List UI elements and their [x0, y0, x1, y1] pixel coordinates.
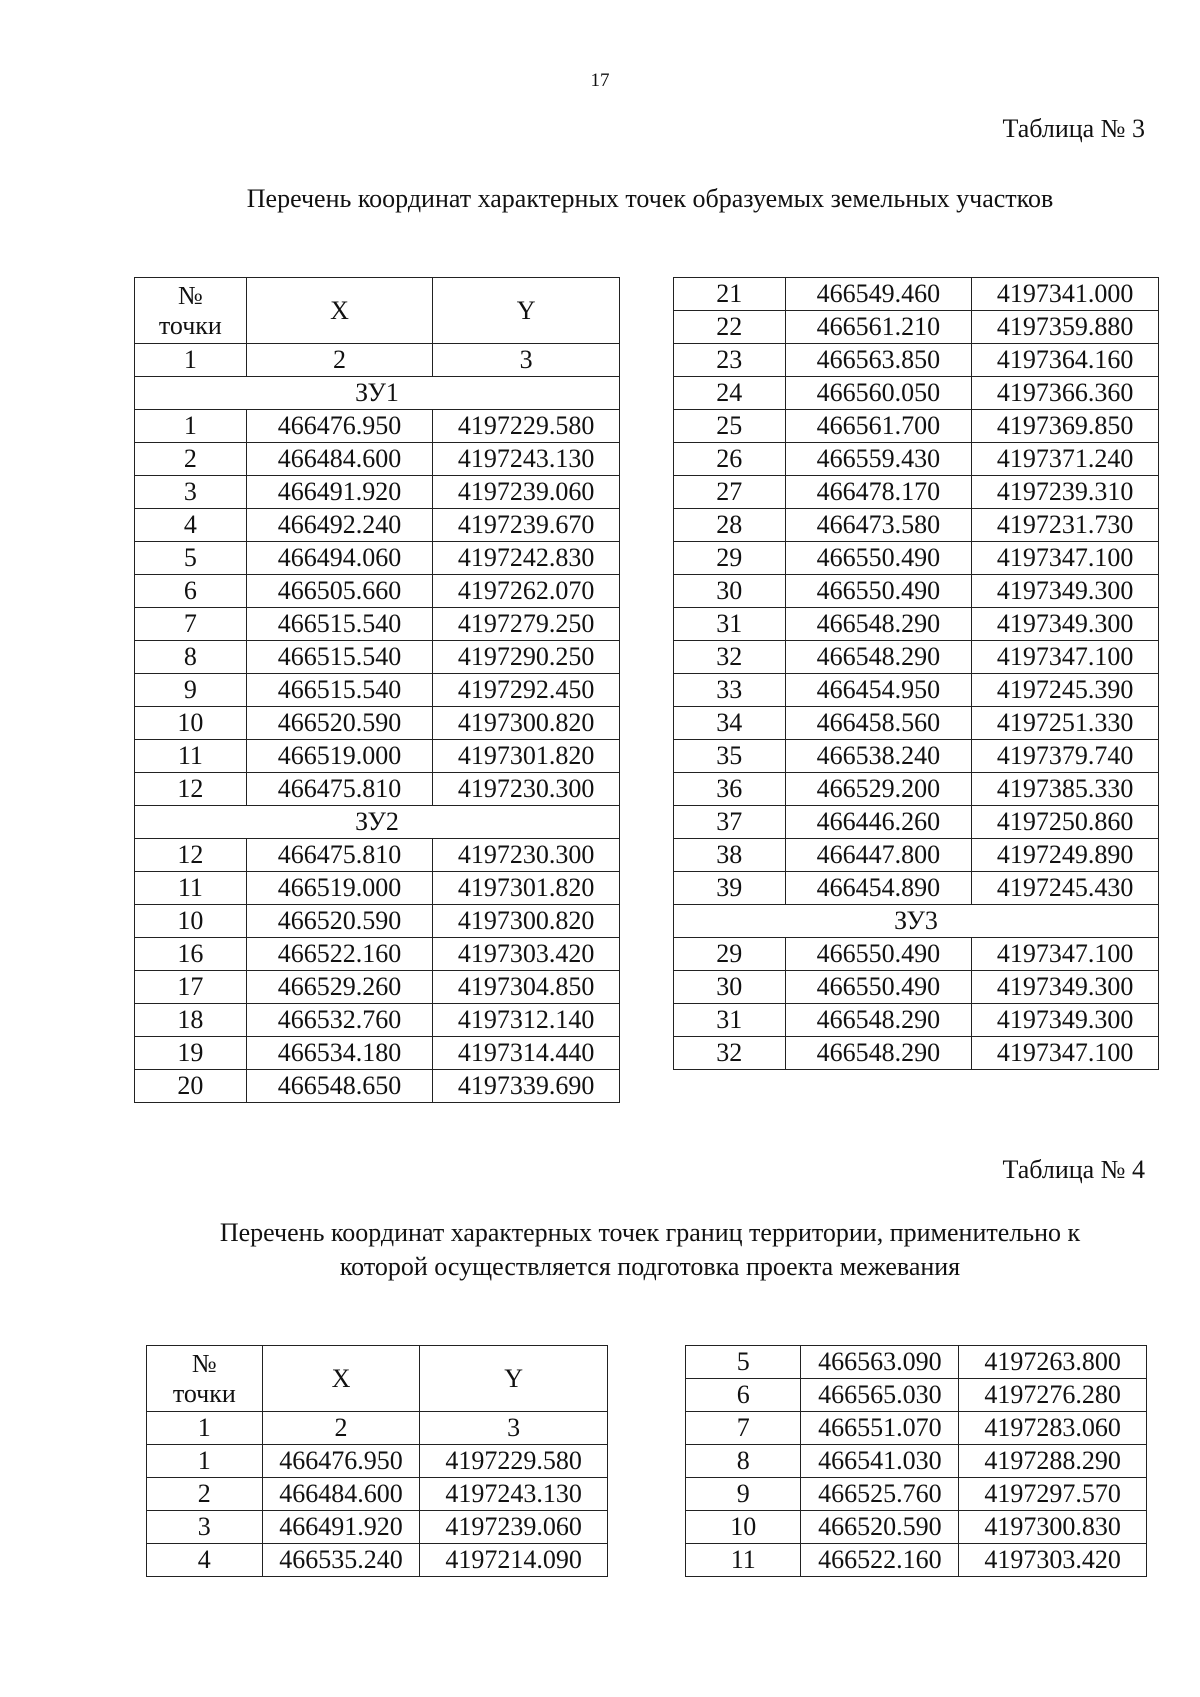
table-row	[135, 608, 620, 641]
x-coordinate: 466550.490	[785, 938, 972, 971]
table-row	[135, 707, 620, 740]
table-4-left	[146, 1345, 608, 1577]
point-number: 6	[686, 1379, 801, 1412]
table-row	[135, 1070, 620, 1103]
y-coordinate: 4197239.060	[420, 1511, 608, 1544]
table-row	[674, 311, 1159, 344]
table-row	[147, 1544, 608, 1577]
point-number: 36	[674, 773, 786, 806]
x-coordinate: 466548.290	[785, 641, 972, 674]
point-number: 29	[674, 938, 786, 971]
table-row	[674, 740, 1159, 773]
y-coordinate: 4197283.060	[959, 1412, 1147, 1445]
point-number: 9	[135, 674, 247, 707]
y-coordinate: 4197347.100	[972, 542, 1159, 575]
table-row	[147, 1511, 608, 1544]
column-numbers-row	[147, 1412, 608, 1445]
header-x: X	[262, 1346, 420, 1412]
point-number: 1	[147, 1445, 263, 1478]
x-coordinate: 466515.540	[246, 608, 433, 641]
y-coordinate: 4197239.310	[972, 476, 1159, 509]
y-coordinate: 4197263.800	[959, 1346, 1147, 1379]
x-coordinate: 466476.950	[262, 1445, 420, 1478]
x-coordinate: 466538.240	[785, 740, 972, 773]
x-coordinate: 466491.920	[262, 1511, 420, 1544]
y-coordinate: 4197214.090	[420, 1544, 608, 1577]
y-coordinate: 4197245.430	[972, 872, 1159, 905]
point-number: 10	[135, 707, 247, 740]
x-coordinate: 466446.260	[785, 806, 972, 839]
table-row	[674, 575, 1159, 608]
table-row	[147, 1478, 608, 1511]
y-coordinate: 4197276.280	[959, 1379, 1147, 1412]
y-coordinate: 4197279.250	[433, 608, 620, 641]
header-y: Y	[420, 1346, 608, 1412]
table-row	[147, 1445, 608, 1478]
x-coordinate: 466525.760	[801, 1478, 959, 1511]
point-number: 7	[686, 1412, 801, 1445]
point-number: 28	[674, 509, 786, 542]
point-number: 17	[135, 971, 247, 1004]
y-coordinate: 4197364.160	[972, 344, 1159, 377]
header-x: X	[246, 278, 433, 344]
x-coordinate: 466534.180	[246, 1037, 433, 1070]
table-row	[686, 1511, 1147, 1544]
y-coordinate: 4197349.300	[972, 575, 1159, 608]
table-row	[135, 938, 620, 971]
x-coordinate: 466515.540	[246, 674, 433, 707]
x-coordinate: 466447.800	[785, 839, 972, 872]
column-number: 3	[433, 344, 620, 377]
table-row	[674, 377, 1159, 410]
point-number: 31	[674, 608, 786, 641]
column-number: 2	[246, 344, 433, 377]
x-coordinate: 466550.490	[785, 575, 972, 608]
y-coordinate: 4197245.390	[972, 674, 1159, 707]
table-row	[674, 971, 1159, 1004]
point-number: 10	[135, 905, 247, 938]
table-3-label: Таблица № 3	[1002, 114, 1145, 143]
x-coordinate: 466559.430	[785, 443, 972, 476]
point-number: 4	[135, 509, 247, 542]
x-coordinate: 466560.050	[785, 377, 972, 410]
table-3-left	[134, 277, 620, 1103]
y-coordinate: 4197300.820	[433, 905, 620, 938]
y-coordinate: 4197230.300	[433, 839, 620, 872]
x-coordinate: 466529.260	[246, 971, 433, 1004]
table-row	[135, 575, 620, 608]
x-coordinate: 466475.810	[246, 839, 433, 872]
point-number: 33	[674, 674, 786, 707]
table-row	[135, 476, 620, 509]
x-coordinate: 466520.590	[246, 707, 433, 740]
point-number: 21	[674, 278, 786, 311]
table-4-label: Таблица № 4	[1002, 1155, 1145, 1184]
y-coordinate: 4197242.830	[433, 542, 620, 575]
point-number: 37	[674, 806, 786, 839]
point-number: 8	[135, 641, 247, 674]
column-number: 3	[420, 1412, 608, 1445]
table-4-heading-line-1: Перечень координат характерных точек границ территории, применительно к	[219, 1218, 1081, 1247]
y-coordinate: 4197300.820	[433, 707, 620, 740]
x-coordinate: 466561.210	[785, 311, 972, 344]
point-number: 5	[686, 1346, 801, 1379]
point-number: 9	[686, 1478, 801, 1511]
point-number: 39	[674, 872, 786, 905]
x-coordinate: 466494.060	[246, 542, 433, 575]
y-coordinate: 4197347.100	[972, 1037, 1159, 1070]
x-coordinate: 466505.660	[246, 575, 433, 608]
y-coordinate: 4197262.070	[433, 575, 620, 608]
header-row	[135, 278, 620, 344]
x-coordinate: 466548.290	[785, 1004, 972, 1037]
column-numbers-row	[135, 344, 620, 377]
table-row	[674, 278, 1159, 311]
y-coordinate: 4197359.880	[972, 311, 1159, 344]
x-coordinate: 466565.030	[801, 1379, 959, 1412]
point-number: 2	[147, 1478, 263, 1511]
x-coordinate: 466522.160	[246, 938, 433, 971]
table-row	[135, 509, 620, 542]
y-coordinate: 4197292.450	[433, 674, 620, 707]
column-number: 2	[262, 1412, 420, 1445]
y-coordinate: 4197312.140	[433, 1004, 620, 1037]
header-y: Y	[433, 278, 620, 344]
x-coordinate: 466484.600	[246, 443, 433, 476]
table-row	[674, 509, 1159, 542]
y-coordinate: 4197301.820	[433, 872, 620, 905]
y-coordinate: 4197300.830	[959, 1511, 1147, 1544]
column-number: 1	[147, 1412, 263, 1445]
header-point-number: № точки	[147, 1346, 263, 1412]
y-coordinate: 4197229.580	[420, 1445, 608, 1478]
point-number: 3	[135, 476, 247, 509]
x-coordinate: 466475.810	[246, 773, 433, 806]
y-coordinate: 4197249.890	[972, 839, 1159, 872]
y-coordinate: 4197229.580	[433, 410, 620, 443]
x-coordinate: 466561.700	[785, 410, 972, 443]
table-row	[674, 872, 1159, 905]
point-number: 7	[135, 608, 247, 641]
point-number: 34	[674, 707, 786, 740]
x-coordinate: 466492.240	[246, 509, 433, 542]
y-coordinate: 4197379.740	[972, 740, 1159, 773]
section-row	[674, 905, 1159, 938]
x-coordinate: 466535.240	[262, 1544, 420, 1577]
point-number: 3	[147, 1511, 263, 1544]
point-number: 10	[686, 1511, 801, 1544]
x-coordinate: 466491.920	[246, 476, 433, 509]
table-row	[135, 740, 620, 773]
point-number: 30	[674, 575, 786, 608]
table-row	[686, 1346, 1147, 1379]
table-row	[674, 344, 1159, 377]
table-row	[686, 1478, 1147, 1511]
section-row	[135, 806, 620, 839]
x-coordinate: 466550.490	[785, 542, 972, 575]
point-number: 32	[674, 641, 786, 674]
y-coordinate: 4197250.860	[972, 806, 1159, 839]
table-row	[686, 1445, 1147, 1478]
x-coordinate: 466563.090	[801, 1346, 959, 1379]
section-label: ЗУ1	[135, 377, 620, 410]
point-number: 24	[674, 377, 786, 410]
table-row	[135, 872, 620, 905]
point-number: 19	[135, 1037, 247, 1070]
point-number: 30	[674, 971, 786, 1004]
table-row	[674, 608, 1159, 641]
y-coordinate: 4197349.300	[972, 608, 1159, 641]
table-row	[135, 1004, 620, 1037]
point-number: 11	[686, 1544, 801, 1577]
y-coordinate: 4197369.850	[972, 410, 1159, 443]
table-row	[674, 641, 1159, 674]
section-label: ЗУ2	[135, 806, 620, 839]
y-coordinate: 4197251.330	[972, 707, 1159, 740]
point-number: 32	[674, 1037, 786, 1070]
point-number: 6	[135, 575, 247, 608]
table-3-heading: Перечень координат характерных точек образуемых земельных участков	[246, 184, 1054, 213]
x-coordinate: 466454.890	[785, 872, 972, 905]
table-row	[674, 542, 1159, 575]
x-coordinate: 466519.000	[246, 872, 433, 905]
table-3-right	[673, 277, 1159, 1070]
point-number: 2	[135, 443, 247, 476]
y-coordinate: 4197297.570	[959, 1478, 1147, 1511]
point-number: 12	[135, 773, 247, 806]
x-coordinate: 466515.540	[246, 641, 433, 674]
table-row	[135, 971, 620, 1004]
x-coordinate: 466548.650	[246, 1070, 433, 1103]
y-coordinate: 4197290.250	[433, 641, 620, 674]
point-number: 38	[674, 839, 786, 872]
x-coordinate: 466454.950	[785, 674, 972, 707]
y-coordinate: 4197301.820	[433, 740, 620, 773]
y-coordinate: 4197314.440	[433, 1037, 620, 1070]
table-row	[674, 1004, 1159, 1037]
y-coordinate: 4197288.290	[959, 1445, 1147, 1478]
x-coordinate: 466548.290	[785, 608, 972, 641]
point-number: 4	[147, 1544, 263, 1577]
table-row	[686, 1412, 1147, 1445]
table-row	[135, 674, 620, 707]
table-row	[135, 773, 620, 806]
x-coordinate: 466520.590	[801, 1511, 959, 1544]
point-number: 20	[135, 1070, 247, 1103]
x-coordinate: 466548.290	[785, 1037, 972, 1070]
point-number: 31	[674, 1004, 786, 1037]
x-coordinate: 466484.600	[262, 1478, 420, 1511]
x-coordinate: 466476.950	[246, 410, 433, 443]
page-number: 17	[590, 70, 610, 91]
table-row	[135, 905, 620, 938]
table-row	[135, 1037, 620, 1070]
point-number: 35	[674, 740, 786, 773]
y-coordinate: 4197341.000	[972, 278, 1159, 311]
header-row	[147, 1346, 608, 1412]
table-row	[135, 542, 620, 575]
y-coordinate: 4197347.100	[972, 938, 1159, 971]
table-row	[135, 641, 620, 674]
table-row	[674, 806, 1159, 839]
point-number: 16	[135, 938, 247, 971]
y-coordinate: 4197239.670	[433, 509, 620, 542]
y-coordinate: 4197339.690	[433, 1070, 620, 1103]
table-row	[674, 839, 1159, 872]
table-row	[674, 674, 1159, 707]
y-coordinate: 4197366.360	[972, 377, 1159, 410]
y-coordinate: 4197304.850	[433, 971, 620, 1004]
y-coordinate: 4197371.240	[972, 443, 1159, 476]
table-4-right	[685, 1345, 1147, 1577]
point-number: 23	[674, 344, 786, 377]
y-coordinate: 4197303.420	[959, 1544, 1147, 1577]
x-coordinate: 466550.490	[785, 971, 972, 1004]
table-row	[674, 443, 1159, 476]
x-coordinate: 466519.000	[246, 740, 433, 773]
y-coordinate: 4197349.300	[972, 1004, 1159, 1037]
point-number: 11	[135, 872, 247, 905]
table-row	[674, 707, 1159, 740]
point-number: 27	[674, 476, 786, 509]
point-number: 26	[674, 443, 786, 476]
x-coordinate: 466532.760	[246, 1004, 433, 1037]
table-4-heading-line-2: которой осуществляется подготовка проекта межевания	[339, 1252, 961, 1281]
x-coordinate: 466473.580	[785, 509, 972, 542]
x-coordinate: 466458.560	[785, 707, 972, 740]
y-coordinate: 4197303.420	[433, 938, 620, 971]
y-coordinate: 4197230.300	[433, 773, 620, 806]
y-coordinate: 4197349.300	[972, 971, 1159, 1004]
table-4-heading	[60, 1216, 1200, 1284]
table-row	[135, 443, 620, 476]
x-coordinate: 466520.590	[246, 905, 433, 938]
y-coordinate: 4197231.730	[972, 509, 1159, 542]
point-number: 22	[674, 311, 786, 344]
x-coordinate: 466563.850	[785, 344, 972, 377]
y-coordinate: 4197385.330	[972, 773, 1159, 806]
point-number: 25	[674, 410, 786, 443]
table-row	[674, 938, 1159, 971]
point-number: 1	[135, 410, 247, 443]
y-coordinate: 4197243.130	[433, 443, 620, 476]
table-row	[674, 1037, 1159, 1070]
x-coordinate: 466529.200	[785, 773, 972, 806]
table-row	[686, 1379, 1147, 1412]
table-row	[686, 1544, 1147, 1577]
x-coordinate: 466549.460	[785, 278, 972, 311]
point-number: 5	[135, 542, 247, 575]
table-row	[674, 476, 1159, 509]
table-row	[674, 773, 1159, 806]
y-coordinate: 4197347.100	[972, 641, 1159, 674]
header-point-number: № точки	[135, 278, 247, 344]
point-number: 29	[674, 542, 786, 575]
x-coordinate: 466522.160	[801, 1544, 959, 1577]
y-coordinate: 4197243.130	[420, 1478, 608, 1511]
point-number: 18	[135, 1004, 247, 1037]
section-row	[135, 377, 620, 410]
table-row	[135, 839, 620, 872]
column-number: 1	[135, 344, 247, 377]
x-coordinate: 466541.030	[801, 1445, 959, 1478]
table-row	[674, 410, 1159, 443]
point-number: 11	[135, 740, 247, 773]
x-coordinate: 466551.070	[801, 1412, 959, 1445]
point-number: 12	[135, 839, 247, 872]
y-coordinate: 4197239.060	[433, 476, 620, 509]
point-number: 8	[686, 1445, 801, 1478]
section-label: ЗУ3	[674, 905, 1159, 938]
table-row	[135, 410, 620, 443]
x-coordinate: 466478.170	[785, 476, 972, 509]
